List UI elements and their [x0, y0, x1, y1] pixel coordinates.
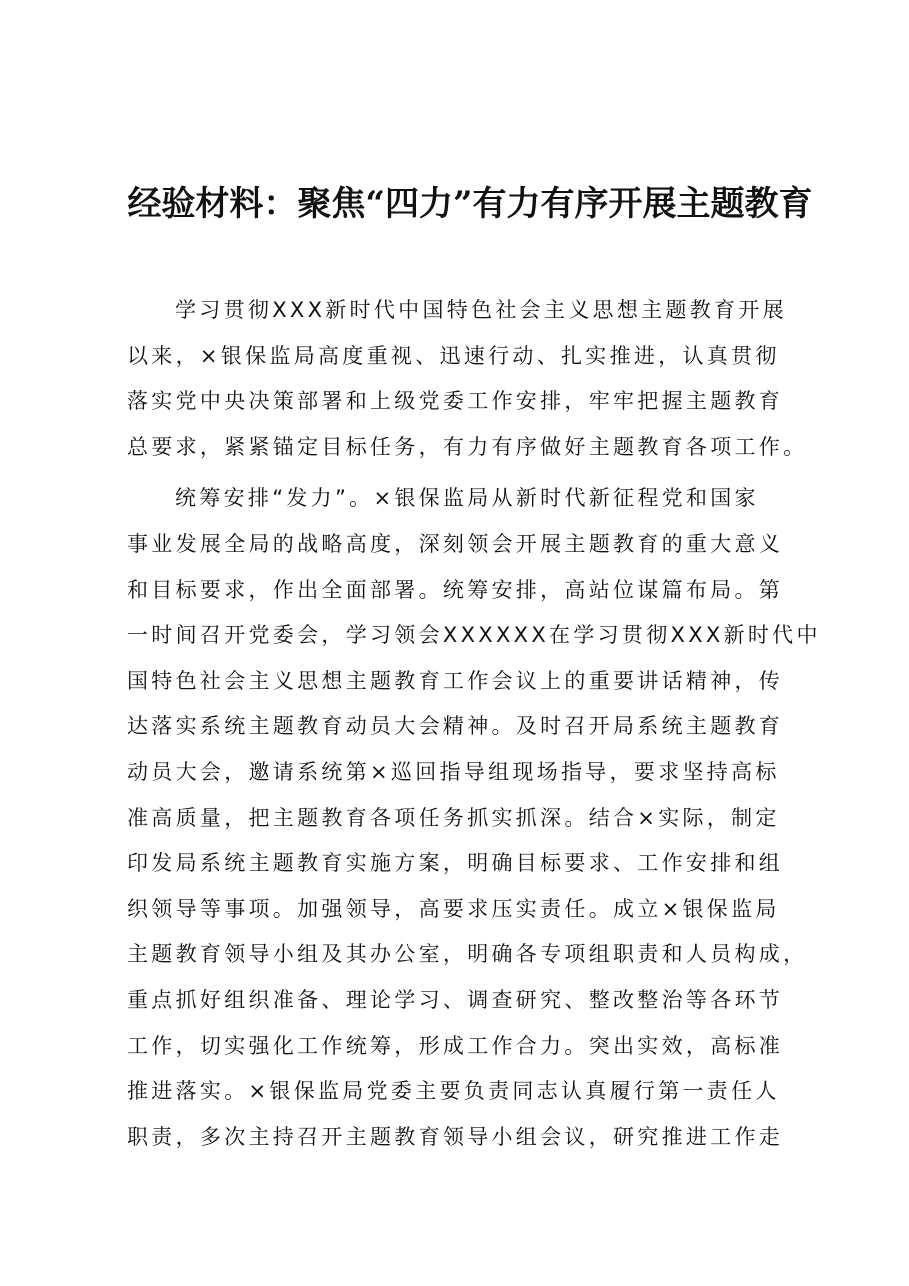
paragraph-line: 总要求，紧紧锚定目标任务，有力有序做好主题教育各项工作。	[127, 434, 808, 459]
paragraph-line: 重点抓好组织准备、理论学习、调查研究、整改整治等各环节	[127, 987, 784, 1012]
paragraph-line: 主题教育领导小组及其办公室，明确各专项组职责和人员构成，	[127, 942, 808, 967]
paragraph-line: 和目标要求，作出全面部署。统筹安排，高站位谋篇布局。第	[127, 577, 784, 602]
paragraph-line: 一时间召开党委会，学习领会XXXXXX在学习贯彻XXX新时代中	[127, 623, 821, 648]
paragraph-line: 落实党中央决策部署和上级党委工作安排，牢牢把握主题教育	[127, 389, 784, 414]
paragraph-line: 动员大会，邀请系统第×巡回指导组现场指导，要求坚持高标	[127, 759, 780, 784]
paragraph-line: 工作，切实强化工作统筹，形成工作合力。突出实效，高标准	[127, 1033, 784, 1058]
paragraph-line: 推进落实。×银保监局党委主要负责同志认真履行第一责任人	[127, 1079, 780, 1104]
paragraph-line: 统筹安排“发力”。×银保监局从新时代新征程党和国家	[175, 486, 759, 511]
document-body	[127, 288, 821, 1160]
paragraph-line: 职责，多次主持召开主题教育领导小组会议，研究推进工作走	[127, 1124, 784, 1149]
paragraph-line: 印发局系统主题教育实施方案，明确目标要求、工作安排和组	[127, 851, 784, 876]
paragraph-line: 准高质量，把主题教育各项任务抓实抓深。结合×实际，制定	[127, 805, 780, 830]
paragraph-line: 织领导等事项。加强领导，高要求压实责任。成立×银保监局	[127, 896, 780, 921]
paragraph-line: 国特色社会主义思想主题教育工作会议上的重要讲话精神，传	[127, 668, 784, 693]
paragraph-line: 学习贯彻XXX新时代中国特色社会主义思想主题教育开展	[175, 298, 787, 322]
paragraph-2	[127, 476, 821, 1160]
paragraph-line: 达落实系统主题教育动员大会精神。及时召开局系统主题教育	[127, 714, 784, 739]
paragraph-1	[127, 288, 808, 470]
paragraph-line: 以来，×银保监局高度重视、迅速行动、扎实推进，认真贯彻	[127, 343, 780, 368]
document-title: 经验材料：聚焦“四力”有力有序开展主题教育	[127, 184, 813, 224]
paragraph-line: 事业发展全局的战略高度，深刻领会开展主题教育的重大意义	[127, 531, 784, 556]
